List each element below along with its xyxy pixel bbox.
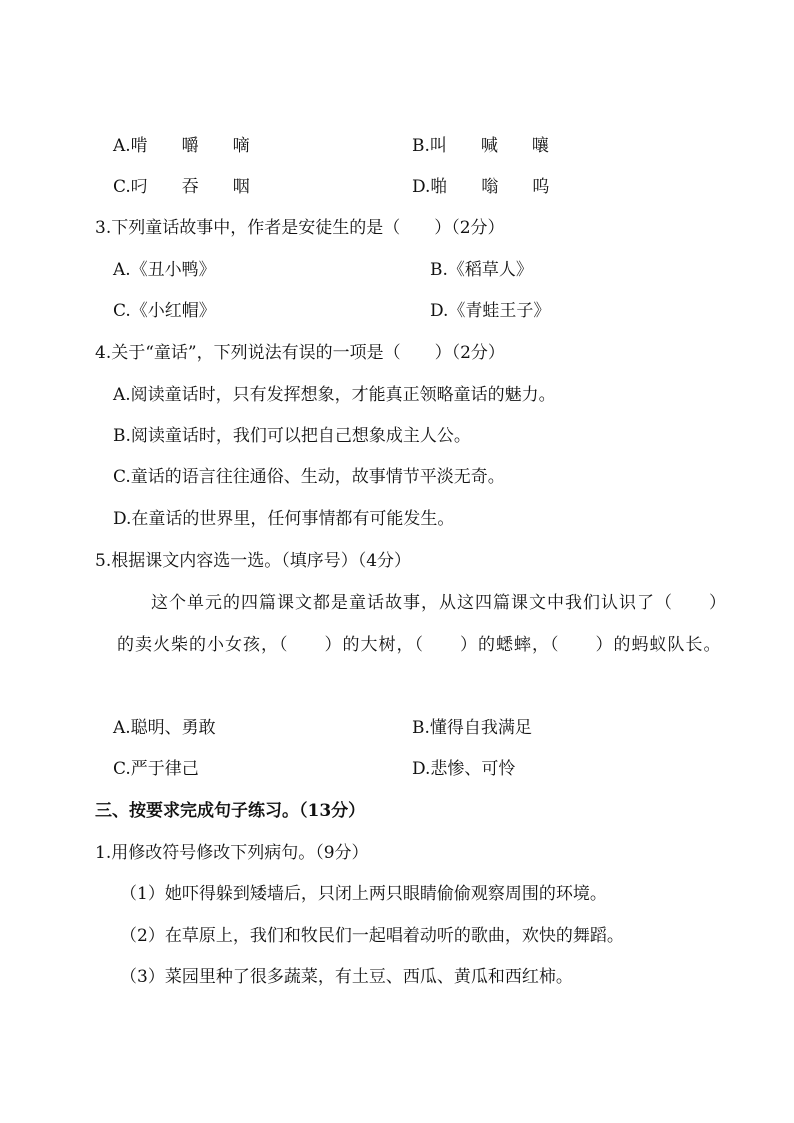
- q5-option-b: B.懂得自我满足: [412, 718, 532, 738]
- sentence-2: （2）在草原上，我们和牧民们一起唱着动听的歌曲，欢快的舞蹈。: [120, 926, 624, 946]
- q3-question: 3.下列童话故事中，作者是安徒生的是（ ）（2分）: [95, 218, 505, 238]
- sentence-1: （1）她吓得躲到矮墙后，只闭上两只眼睛偷偷观察周围的环境。: [120, 884, 607, 904]
- q4-option-d: D.在童话的世界里，任何事情都有可能发生。: [113, 509, 455, 529]
- section3-q1: 1.用修改符号修改下列病句。（9分）: [95, 843, 369, 863]
- q5-question: 5.根据课文内容选一选。（填序号）（4分）: [95, 551, 412, 571]
- q3-option-b: B.《稻草人》: [430, 260, 533, 280]
- sentence-3: （3）菜园里种了很多蔬菜，有土豆、西瓜、黄瓜和西红柿。: [120, 967, 573, 987]
- q3-option-c: C.《小红帽》: [113, 301, 216, 321]
- q2-option-a: A.啃 嚼 嘀: [113, 136, 250, 156]
- q2-option-b: B.叫 喊 嚷: [412, 136, 549, 156]
- q3-option-a: A.《丑小鸭》: [113, 260, 216, 280]
- q2-option-c: C.叼 吞 咽: [113, 177, 250, 197]
- q5-passage: 这个单元的四篇课文都是童话故事，从这四篇课文中我们认识了（ ）的卖火柴的小女孩，（ ）的大树，（ ）的蟋蟀，（ ）的蚂蚁队长。: [117, 593, 727, 655]
- q3-option-d: D.《青蛙王子》: [430, 301, 551, 321]
- section3-title: 三、按要求完成句子练习。（13分）: [95, 801, 366, 821]
- q2-option-d: D.啪 嗡 呜: [412, 177, 550, 197]
- q4-option-b: B.阅读童话时，我们可以把自己想象成主人公。: [113, 426, 471, 446]
- q5-option-c: C.严于律己: [113, 759, 199, 779]
- q5-option-d: D.悲惨、可怜: [412, 759, 516, 779]
- q4-option-c: C.童话的语言往往通俗、生动，故事情节平淡无奇。: [113, 467, 505, 487]
- q4-question: 4.关于“童话”，下列说法有误的一项是（ ）（2分）: [95, 343, 505, 363]
- q5-option-a: A.聪明、勇敢: [113, 718, 216, 738]
- q4-option-a: A.阅读童话时，只有发挥想象，才能真正领略童话的魅力。: [113, 385, 556, 405]
